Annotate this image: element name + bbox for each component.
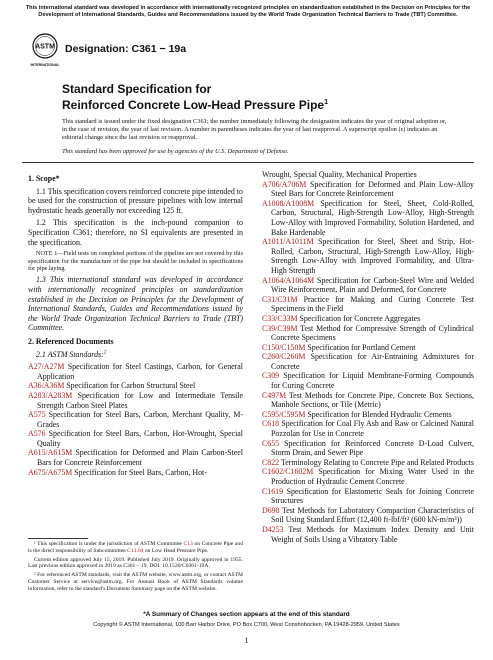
footnote-1-text-a: ¹ This specification is under the jurisdiction of ASTM Committee [34, 541, 184, 547]
reference-code-link[interactable]: C497M [262, 390, 287, 400]
reference-item [262, 439, 474, 458]
subcommittee-link[interactable]: C13.04 [127, 547, 144, 554]
reference-item [262, 352, 474, 371]
reference-title: Specification for Mixing Water Used in the Production of Hydraulic Cement Concrete [271, 467, 474, 486]
scope-heading: 1. Scope* [28, 174, 60, 183]
note-1: NOTE 1—Field tests on completed portions of the pipeline are not covered by this specification for the manufacture of the pipe but should be included in specifications for pipe laying. [28, 250, 243, 272]
svg-text:INTERNATIONAL: INTERNATIONAL [30, 63, 60, 67]
reference-item [28, 448, 243, 467]
reference-code-link[interactable]: C822 [262, 457, 280, 467]
reference-title: Practice for Making and Curing Concrete Test Specimens in the Field [271, 294, 474, 314]
reference-item [28, 410, 243, 429]
reference-code-link[interactable]: C595/C595M [262, 409, 306, 419]
footnotes [28, 541, 243, 595]
refs-left-list [28, 362, 243, 477]
reference-item [28, 381, 243, 391]
reference-item [262, 419, 474, 438]
footnote-1-text-c: on Low Head Pressure Pipe. [143, 547, 209, 554]
tbt-notice: This international standard was developed in accordance with internationally recognized principles on standardization established in the Decision on Principles for the Development of International Standards, Guides and Recommendations issued by the World Trade Organization Technical Barriers to Trade (TBT) Committee. [25, 5, 471, 18]
ref-continuation: Wrought, Special Quality, Mechanical Properties [262, 170, 417, 179]
reference-title: Specification for Steel, Sheet, Cold-Rolled, Carbon, Structural, High-Strength Low-Alloy, High-Strength Low-Alloy with Improved Formability, Solution Hardened, and Bake Hardenable [271, 198, 474, 237]
reference-code-link[interactable]: C31/C31M [262, 294, 298, 304]
reference-item [262, 458, 474, 468]
reference-item [28, 391, 243, 410]
reference-code-link[interactable]: C33/C33M [262, 313, 298, 323]
reference-title: Test Method for Compressive Strength of Cylindrical Concrete Specimens [271, 323, 474, 343]
reference-code-link[interactable]: A1011/A1011M [262, 237, 314, 247]
scope-1-2: 1.2 This specification is the inch-pound companion to Specification C361; therefore, no SI equivalents are presented in the specification. [28, 218, 243, 247]
reference-code-link[interactable]: A615/A615M [28, 448, 73, 458]
reference-item [262, 199, 474, 237]
reference-code-link[interactable]: C618 [262, 419, 280, 429]
reference-item [262, 324, 474, 343]
reference-item [262, 391, 474, 410]
svg-text:ASTM: ASTM [35, 43, 55, 51]
reference-code-link[interactable]: A1064/A1064M [262, 275, 315, 285]
title-line-2-text: Reinforced Concrete Low-Head Pressure Pipe [62, 98, 325, 112]
reference-item [28, 468, 243, 478]
reference-title: Test Methods for Laboratory Compaction Characteristics of Soil Using Standard Effort (12,400 ft-lbf/ft³ (600 kN-m/m³)) [271, 505, 474, 525]
reference-title: Specification for Reinforced Concrete D-Load Culvert, Storm Drain, and Sewer Pipe [271, 438, 474, 458]
refs-right-list [262, 180, 474, 545]
reference-code-link[interactable]: A27/A27M [28, 362, 65, 372]
copyright: Copyright © ASTM International, 100 Barr Harbor Drive, PO Box C700, West Conshohocken, PA 19428-2959. United States [93, 622, 400, 628]
reference-code-link[interactable]: A36/A36M [28, 381, 65, 391]
dod-approval: This standard has been approved for use by agencies of the U.S. Department of Defense. [62, 148, 289, 155]
scope-1-3: 1.3 This international standard was developed in accordance with internationally recognized principles on standardization established in the Decision on Principles for the Development of International Standards, Guides and Recommendations issued by the World Trade Organization Technical Barriers to Trade (TBT) Committee. [28, 275, 243, 333]
reference-item [262, 506, 474, 525]
reference-title: Specification for Carbon-Steel Wire and Welded Wire Reinforcement, Plain and Deformed, for Concrete [271, 275, 474, 295]
reference-item [262, 525, 474, 544]
reference-item [262, 237, 474, 275]
reference-title: Specification for Steel Bars, Carbon, Hot-Wrought, Special Quality [37, 429, 243, 448]
page-number: 1 [244, 636, 249, 645]
reference-title: Specification for Deformed and Plain Low-Alloy Steel Bars for Concrete Reinforcement [271, 179, 474, 199]
reference-code-link[interactable]: A706/A706M [262, 179, 307, 189]
reference-title: Specification for Deformed and Plain Carbon-Steel Bars for Concrete Reinforcement [37, 448, 243, 468]
reference-code-link[interactable]: A675/A675M [28, 467, 73, 477]
reference-item [262, 467, 474, 486]
reference-title: Specification for Carbon Structural Steel [66, 381, 196, 391]
reference-title: Specification for Concrete Aggregates [299, 313, 421, 323]
reference-code-link[interactable]: C1602/C1602M [262, 467, 314, 477]
footnote-1 [28, 541, 243, 555]
reference-item [262, 371, 474, 390]
reference-item [28, 429, 243, 448]
reference-title: Specification for Steel Bars, Carbon, Merchant Quality, M-Grades [37, 410, 243, 429]
astm-logo [30, 33, 60, 69]
footnote-divider [28, 538, 88, 539]
reference-code-link[interactable]: C309 [262, 371, 280, 381]
reference-title: Specification for Coal Fly Ash and Raw or Calcined Natural Pozzolan for Use in Concrete [271, 419, 474, 439]
reference-title: Specification for Blended Hydraulic Cements [307, 409, 452, 419]
reference-item [262, 487, 474, 506]
committee-link[interactable]: C13 [183, 541, 193, 547]
reference-item [28, 362, 243, 381]
header-divider [22, 162, 474, 163]
astm-standards-footnote-ref: 2 [103, 349, 107, 355]
summary-of-changes-note: *A Summary of Changes section appears at the end of this standard [143, 611, 350, 618]
reference-code-link[interactable]: A283/A283M [28, 390, 73, 400]
footnote-2: ² For referenced ASTM standards, visit the ASTM website, www.astm.org, or contact ASTM Customer Service at service@astm.org. For Annual Book of ASTM Standards volume information, refer to the standard's Document Summary page on the ASTM website. [28, 572, 243, 592]
reference-code-link[interactable]: C39/C39M [262, 323, 298, 333]
reference-code-link[interactable]: A576 [28, 429, 46, 439]
reference-title: Specification for Air-Entraining Admixtures for Concrete [271, 352, 474, 371]
reference-code-link[interactable]: C655 [262, 438, 280, 448]
scope-1-1: 1.1 This specification covers reinforced concrete pipe intended to be used for the construction of pressure pipelines with low internal hydrostatic heads generally not exceeding 125 ft. [28, 186, 243, 215]
reference-item [262, 180, 474, 199]
reference-title: Test Methods for Concrete Pipe, Concrete Box Sections, Manhole Sections, or Tile (Metric) [271, 390, 474, 410]
reference-title: Specification for Steel Bars, Carbon, Hot- [74, 467, 207, 477]
reference-title: Terminology Relating to Concrete Pipe and Related Products [280, 457, 474, 467]
reference-title: Specification for Steel, Sheet and Strip, Hot-Rolled, Carbon, Structural, High-Strength Low-Alloy, High-Strength Low-Alloy with Improved Formability, and Ultra-High Strength [271, 237, 474, 275]
reference-title: Specification for Elastomeric Seals for Joining Concrete Structures [271, 486, 474, 506]
astm-standards-text: 2.1 ASTM Standards: [36, 349, 104, 359]
right-column [262, 170, 474, 544]
reference-item [262, 410, 474, 420]
reference-item [262, 314, 474, 324]
footnote-1-edition: Current edition approved July 15, 2019. Published July 2019. Originally approved in 1955. Last previous edition approved in 2019 as C361 – 19. DOI: 10.1520/C0361-19A. [28, 556, 243, 570]
footnote-1-text-b: on Concrete Pipe and is the direct responsibility of Subcommittee [28, 541, 243, 554]
referenced-docs-heading: 2. Referenced Documents [28, 336, 114, 346]
designation: Designation: C361 − 19a [65, 43, 187, 55]
reference-code-link[interactable]: C260/C260M [262, 352, 306, 362]
reference-code-link[interactable]: D698 [262, 505, 280, 515]
reference-item [262, 276, 474, 295]
reference-title: Specification for Low and Intermediate Tensile Strength Carbon Steel Plates [37, 390, 243, 410]
reference-title: Specification for Steel Castings, Carbon, for General Application [37, 362, 243, 381]
reference-title: Specification for Portland Cement [307, 342, 416, 352]
reference-code-link[interactable]: C1619 [262, 486, 284, 496]
astm-standards-label [28, 350, 243, 360]
intro-text: This standard is issued under the fixed designation C361; the number immediately following the designation indicates the year of original adoption or, in the case of revision, the year of last revision. A number in parentheses indicates the year of last reapproval. A superscript epsilon (ε) indicates an editorial change since the last revision or reapproval. [62, 118, 447, 141]
title-footnote-ref: 1 [324, 99, 328, 106]
reference-title: Specification for Liquid Membrane-Forming Compounds for Curing Concrete [271, 371, 474, 391]
reference-code-link[interactable]: A1008/A1008M [262, 198, 315, 208]
title-line-1: Standard Specification for [62, 82, 212, 96]
document-title [62, 82, 442, 112]
reference-title: Test Methods for Maximum Index Density and Unit Weight of Soils Using a Vibratory Table [271, 524, 474, 544]
reference-code-link[interactable]: A575 [28, 410, 46, 420]
reference-item [262, 295, 474, 314]
reference-item [262, 343, 474, 353]
title-line-2 [62, 96, 442, 112]
left-column [28, 170, 243, 477]
reference-code-link[interactable]: D4253 [262, 524, 284, 534]
reference-code-link[interactable]: C150/C150M [262, 342, 306, 352]
